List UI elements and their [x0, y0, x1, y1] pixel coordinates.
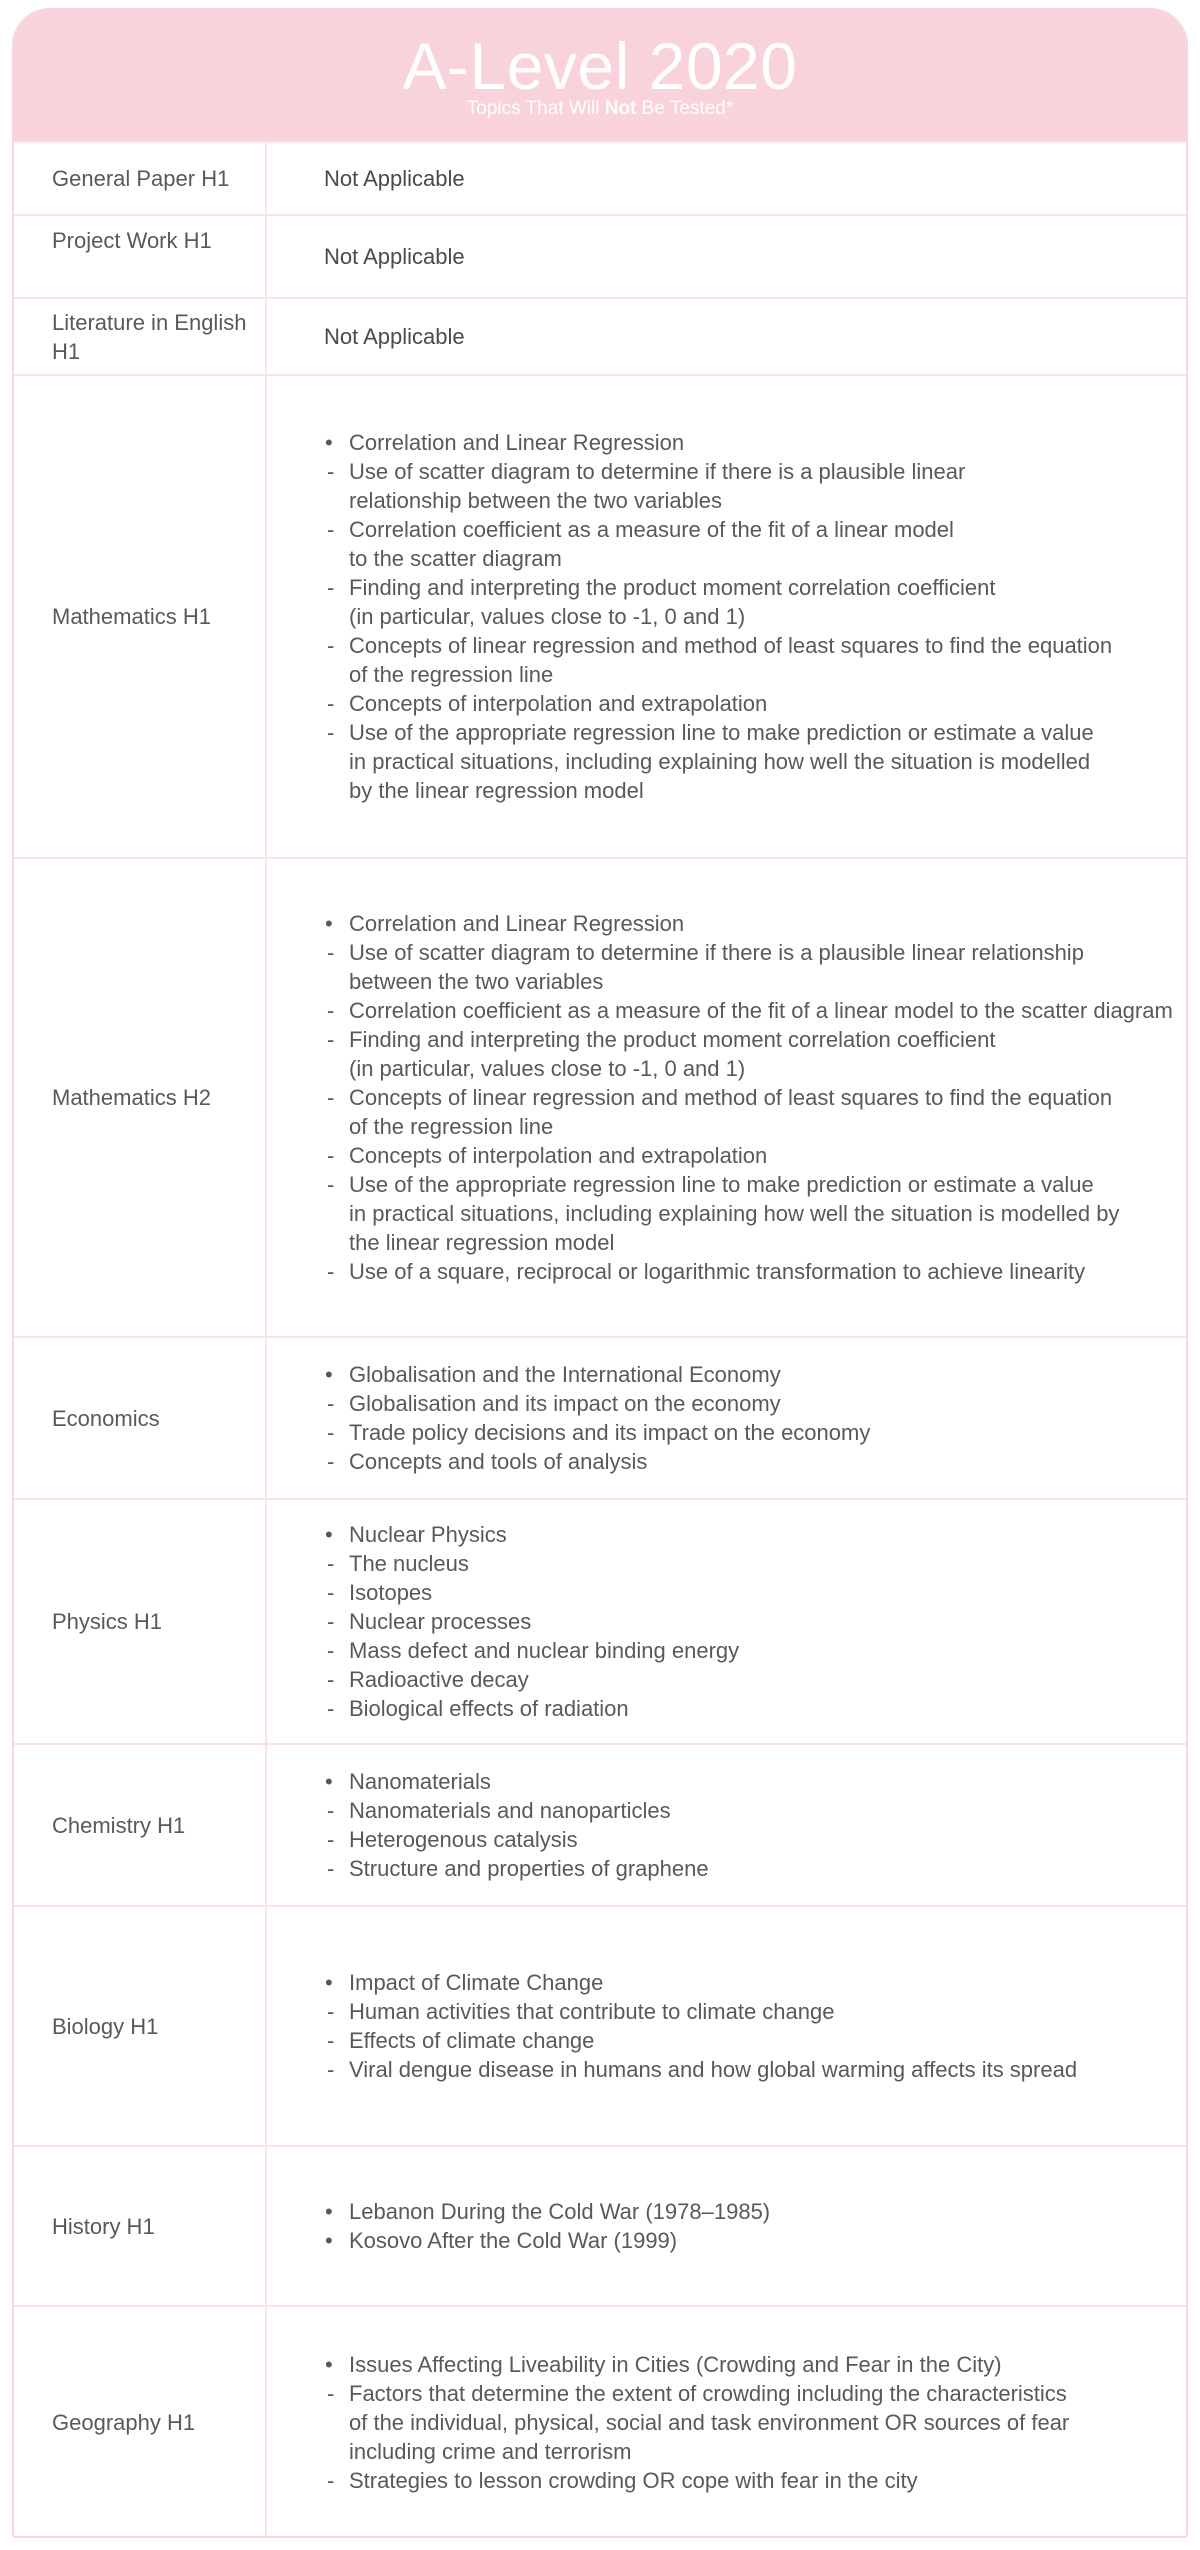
topic-content: Not Applicable	[324, 166, 465, 191]
subtopic-item: - Nuclear processes	[324, 1607, 739, 1636]
subject-name: Project Work H1	[14, 216, 267, 297]
subtopic-item: - Use of the appropriate regression line to make prediction or estimate a value in practical situations, including explaining how well the situation is modelled by the linear regression model	[324, 1170, 1173, 1257]
table-row	[14, 857, 1186, 1336]
topic-content	[267, 1745, 1186, 1905]
subject-name: Economics	[14, 1338, 267, 1498]
table-row	[14, 1498, 1186, 1743]
subtopic-item: - Concepts of interpolation and extrapolation	[324, 1141, 1173, 1170]
subtopic-item: - Effects of climate change	[324, 2026, 1077, 2055]
subtopic-item: - Radioactive decay	[324, 1665, 739, 1694]
subtopic-item: - Concepts and tools of analysis	[324, 1447, 870, 1476]
topic-heading: • Kosovo After the Cold War (1999)	[324, 2226, 770, 2255]
topic-heading: • Impact of Climate Change	[324, 1968, 1077, 1997]
topics-card	[12, 8, 1188, 2538]
topic-list	[324, 1360, 870, 1476]
subtopic-item: - Use of a square, reciprocal or logarithmic transformation to achieve linearity	[324, 1257, 1173, 1286]
subtopic-item: - Finding and interpreting the product moment correlation coefficient (in particular, values close to -1, 0 and 1)	[324, 1025, 1173, 1083]
subtopic-item: - Structure and properties of graphene	[324, 1854, 709, 1883]
table-row	[14, 1743, 1186, 1905]
subtopic-item: - Nanomaterials and nanoparticles	[324, 1796, 709, 1825]
page-title: A-Level 2020	[402, 29, 798, 103]
table-row	[14, 214, 1186, 297]
subtopic-item: - Correlation coefficient as a measure of the fit of a linear model to the scatter diagram	[324, 996, 1173, 1025]
subtopic-item: - Use of the appropriate regression line to make prediction or estimate a value in practical situations, including explaining how well the situation is modelled by the linear regression model	[324, 718, 1112, 805]
table-row	[14, 2145, 1186, 2305]
topic-heading: • Nuclear Physics	[324, 1520, 739, 1549]
table-row	[14, 1905, 1186, 2145]
subtopic-item: - Correlation coefficient as a measure of the fit of a linear model to the scatter diagram	[324, 515, 1112, 573]
subject-name: Physics H1	[14, 1500, 267, 1743]
topic-content	[267, 2147, 1186, 2305]
topic-list	[324, 1968, 1077, 2084]
subject-name: Mathematics H1	[14, 376, 267, 857]
subtopic-item: - Heterogenous catalysis	[324, 1825, 709, 1854]
subtopic-item: - Biological effects of radiation	[324, 1694, 739, 1723]
table-row	[14, 2305, 1186, 2538]
topic-list	[324, 1767, 709, 1883]
topic-heading: • Correlation and Linear Regression	[324, 909, 1173, 938]
topic-content	[267, 859, 1186, 1336]
subtitle-emphasis: Not	[604, 98, 637, 119]
topic-list	[324, 909, 1173, 1286]
topic-heading: • Globalisation and the International Economy	[324, 1360, 870, 1389]
topic-content	[267, 376, 1186, 857]
subtopic-item: - Use of scatter diagram to determine if there is a plausible linear relationship between the two variables	[324, 938, 1173, 996]
subtopic-item: - Mass defect and nuclear binding energy	[324, 1636, 739, 1665]
subtopic-item: - Isotopes	[324, 1578, 739, 1607]
topic-list	[324, 2350, 1069, 2495]
subtopic-item: - Human activities that contribute to climate change	[324, 1997, 1077, 2026]
topic-list	[324, 2197, 770, 2255]
subtopic-item: - Finding and interpreting the product moment correlation coefficient (in particular, values close to -1, 0 and 1)	[324, 573, 1112, 631]
subject-name: General Paper H1	[14, 143, 267, 214]
topic-heading: • Nanomaterials	[324, 1767, 709, 1796]
subject-name: Mathematics H2	[14, 859, 267, 1336]
subtopic-item: - Globalisation and its impact on the economy	[324, 1389, 870, 1418]
topic-content: Not Applicable	[324, 244, 465, 269]
subtopic-item: - Use of scatter diagram to determine if there is a plausible linear relationship between the two variables	[324, 457, 1112, 515]
topic-content	[267, 1338, 1186, 1498]
topic-list	[324, 428, 1112, 805]
table-row	[14, 1336, 1186, 1498]
table-row	[14, 141, 1186, 214]
table-row	[14, 374, 1186, 857]
topic-list	[324, 1520, 739, 1723]
subtopic-item: - Strategies to lesson crowding OR cope with fear in the city	[324, 2466, 1069, 2495]
subject-name: Geography H1	[14, 2307, 267, 2538]
topic-content	[267, 2307, 1186, 2538]
subtopic-item: - Factors that determine the extent of crowding including the characteristics of the individual, physical, social and task environment OR sources of fear including crime and terrorism	[324, 2379, 1069, 2466]
subtopic-item: - The nucleus	[324, 1549, 739, 1578]
subject-name: Chemistry H1	[14, 1745, 267, 1905]
subject-name: History H1	[14, 2147, 267, 2305]
header-banner	[14, 10, 1186, 141]
topic-content: Not Applicable	[324, 324, 465, 349]
topic-heading: • Correlation and Linear Regression	[324, 428, 1112, 457]
subtopic-item: - Trade policy decisions and its impact on the economy	[324, 1418, 870, 1447]
subject-name: Biology H1	[14, 1907, 267, 2145]
topic-heading: • Lebanon During the Cold War (1978–1985)	[324, 2197, 770, 2226]
page-subtitle: Topics That Will Not Be Tested*	[466, 98, 734, 119]
subject-name: Literature in English H1	[14, 299, 267, 374]
subtopic-item: - Concepts of linear regression and method of least squares to find the equation of the regression line	[324, 1083, 1173, 1141]
subtopic-item: - Concepts of interpolation and extrapolation	[324, 689, 1112, 718]
topic-content	[267, 1500, 1186, 1743]
table-row	[14, 297, 1186, 374]
subtopic-item: - Concepts of linear regression and method of least squares to find the equation of the regression line	[324, 631, 1112, 689]
subtopic-item: - Viral dengue disease in humans and how global warming affects its spread	[324, 2055, 1077, 2084]
topic-heading: • Issues Affecting Liveability in Cities (Crowding and Fear in the City)	[324, 2350, 1069, 2379]
topic-content	[267, 1907, 1186, 2145]
